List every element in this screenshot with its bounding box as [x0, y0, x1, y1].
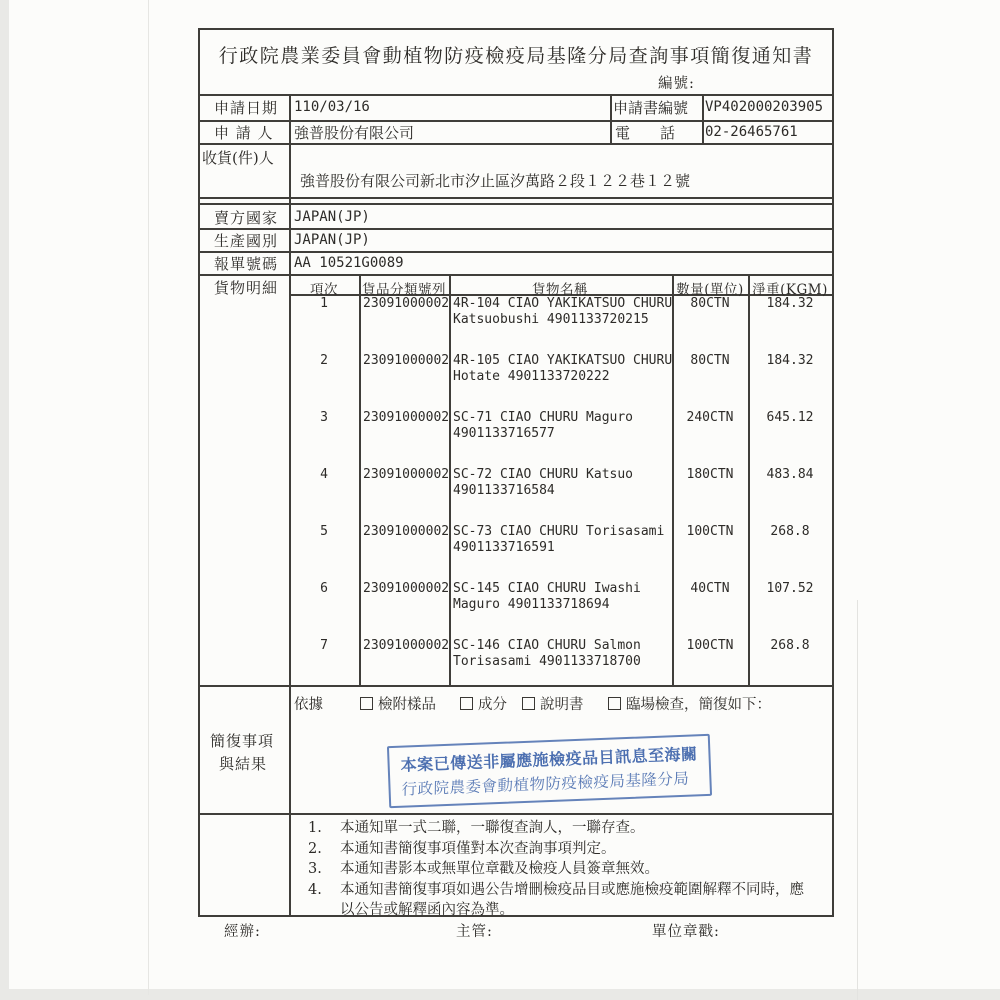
declaration-no-label: 報單號碼 — [214, 255, 279, 273]
table-border — [200, 251, 832, 253]
paper-fold-line-right — [857, 600, 858, 1000]
onsite-checkbox — [608, 697, 621, 710]
goods-row-no: 5 — [320, 524, 328, 539]
origin-country-value: JAPAN(JP) — [294, 232, 370, 248]
checkbox-onsite — [608, 693, 771, 714]
goods-section-label: 貨物明細 — [214, 279, 279, 297]
checkbox-ingredient — [460, 693, 507, 714]
goods-row-name-line1: SC-73 CIAO CHURU Torisasami — [453, 524, 665, 539]
table-border — [200, 685, 832, 687]
seller-country-value: JAPAN(JP) — [294, 209, 370, 225]
goods-row-code: 23091000002 — [363, 410, 450, 425]
table-border — [702, 94, 704, 143]
consignee-label: 收貨(件)人 — [202, 149, 274, 167]
goods-row-qty: 80CTN — [690, 353, 730, 368]
goods-row-name-line1: SC-71 CIAO CHURU Maguro — [453, 410, 634, 425]
reply-section-label-line1: 簡復事項 — [210, 732, 275, 750]
goods-row-qty: 240CTN — [686, 410, 734, 425]
goods-row-code: 23091000002 — [363, 524, 450, 539]
goods-row-net: 483.84 — [766, 467, 814, 482]
goods-row-qty: 40CTN — [690, 581, 730, 596]
ingredient-checkbox — [460, 697, 473, 710]
goods-row-net: 268.8 — [770, 638, 810, 653]
goods-row-net: 184.32 — [766, 353, 814, 368]
note-text: 本通知書簡復事項僅對本次查詢事項判定。 — [340, 840, 616, 857]
handler-label: 經辦: — [224, 924, 261, 940]
goods-row-code: 23091000002 — [363, 467, 450, 482]
goods-row-name-line2: Maguro 4901133718694 — [453, 597, 610, 612]
note-number: 2. — [308, 840, 322, 857]
checkbox-onsite-label: 臨場檢查，簡復如下： — [626, 697, 771, 713]
note-item — [308, 818, 813, 839]
unit-seal-label: 單位章戳: — [652, 924, 720, 940]
scan-edge-bottom — [0, 989, 1000, 1000]
paper-fold-line-left — [148, 0, 149, 995]
goods-row-qty: 180CTN — [686, 467, 734, 482]
table-border — [748, 274, 750, 685]
goods-row-name-line2: 4901133716584 — [453, 483, 555, 498]
checkbox-ingredient-label: 成分 — [478, 697, 507, 713]
checkbox-manual-label: 說明書 — [540, 697, 584, 713]
stamp-text-line2: 行政院農委會動植物防疫檢疫局基隆分局 — [401, 769, 690, 799]
goods-col-header-qty: 數量(單位) — [676, 282, 744, 298]
scan-edge-left — [0, 0, 9, 1000]
sample-checkbox — [360, 697, 373, 710]
goods-row-net: 184.32 — [766, 296, 814, 311]
application-no-label: 申請書編號 — [613, 99, 689, 117]
seller-country-label: 賣方國家 — [214, 209, 279, 227]
goods-col-header-name: 貨物名稱 — [532, 282, 588, 298]
checkbox-manual — [522, 693, 584, 714]
phone-label: 電 話 — [615, 124, 676, 142]
document-title: 行政院農業委員會動植物防疫檢疫局基隆分局查詢事項簡復通知書 — [218, 45, 814, 67]
manual-checkbox — [522, 697, 535, 710]
goods-row-net: 645.12 — [766, 410, 814, 425]
note-text: 本通知單一式二聯，一聯復查詢人，一聯存查。 — [340, 820, 645, 836]
table-border — [200, 274, 832, 276]
goods-row-name-line2: Katsuobushi 4901133720215 — [453, 312, 649, 327]
blue-official-stamp — [387, 734, 712, 808]
goods-row-code: 23091000002 — [363, 581, 450, 596]
goods-row-code: 23091000002 — [363, 638, 450, 653]
checkbox-sample — [360, 693, 436, 714]
goods-row-name-line1: 4R-105 CIAO YAKIKATSUO CHURU — [453, 353, 673, 368]
table-border — [449, 274, 451, 685]
goods-row-name-line2: Hotate 4901133720222 — [453, 369, 610, 384]
goods-row-name-line1: 4R-104 CIAO YAKIKATSUO CHURU — [453, 296, 673, 311]
table-border — [200, 94, 832, 96]
table-border — [200, 813, 832, 815]
goods-row-no: 3 — [320, 410, 328, 425]
goods-row-name-line2: Torisasami 4901133718700 — [453, 654, 641, 669]
supervisor-label: 主管: — [456, 924, 493, 940]
goods-col-header-code: 貨品分類號列 — [362, 282, 446, 298]
stamp-text-line1: 本案已傳送非屬應施檢疫品目訊息至海關 — [400, 744, 698, 775]
goods-row-qty: 80CTN — [690, 296, 730, 311]
goods-row-no: 6 — [320, 581, 328, 596]
applicant-value: 強普股份有限公司 — [294, 124, 415, 142]
goods-row-name-line2: 4901133716591 — [453, 540, 555, 555]
declaration-no-value: AA 10521G0089 — [294, 255, 404, 271]
reply-section-label-line2: 與結果 — [219, 755, 268, 773]
goods-row-net: 268.8 — [770, 524, 810, 539]
apply-date-label: 申請日期 — [214, 99, 279, 117]
notes-list — [308, 818, 813, 921]
application-no-value: VP402000203905 — [705, 99, 824, 115]
phone-value: 02-26465761 — [705, 124, 798, 140]
goods-row-code: 23091000002 — [363, 296, 450, 311]
checkbox-sample-label: 檢附樣品 — [378, 697, 436, 713]
goods-row-no: 7 — [320, 638, 328, 653]
goods-row-net: 107.52 — [766, 581, 814, 596]
table-border — [359, 274, 361, 685]
goods-row-qty: 100CTN — [686, 638, 734, 653]
basis-label: 依據 — [294, 697, 323, 713]
goods-col-header-net: 淨重(KGM) — [752, 282, 828, 298]
table-border — [200, 197, 832, 199]
note-text: 本通知書影本或無單位章戳及檢疫人員簽章無效。 — [340, 861, 659, 877]
goods-row-no: 4 — [320, 467, 328, 482]
table-border — [200, 143, 832, 145]
table-border — [289, 94, 291, 915]
form-table — [198, 28, 834, 917]
goods-row-name-line1: SC-145 CIAO CHURU Iwashi — [453, 581, 641, 596]
goods-row-name-line1: SC-72 CIAO CHURU Katsuo — [453, 467, 634, 482]
goods-row-qty: 100CTN — [686, 524, 734, 539]
note-number: 4. — [308, 881, 322, 898]
goods-col-header-no: 項次 — [310, 282, 338, 298]
goods-row-no: 1 — [320, 296, 328, 311]
table-border — [200, 203, 832, 205]
note-item — [308, 839, 813, 860]
apply-date-value: 110/03/16 — [294, 99, 370, 115]
goods-row-no: 2 — [320, 353, 328, 368]
table-border — [672, 274, 674, 685]
applicant-label: 申 請 人 — [214, 124, 274, 142]
note-item — [308, 880, 813, 921]
origin-country-label: 生產國別 — [214, 232, 279, 250]
table-border — [200, 228, 832, 230]
goods-row-name-line2: 4901133716577 — [453, 426, 555, 441]
goods-row-name-line1: SC-146 CIAO CHURU Salmon — [453, 638, 641, 653]
note-number: 3. — [308, 861, 322, 877]
table-border — [610, 94, 612, 143]
note-item — [308, 859, 813, 880]
serial-number-label: 編號: — [658, 76, 695, 92]
consignee-value: 強普股份有限公司新北市汐止區汐萬路２段１２２巷１２號 — [300, 172, 691, 190]
note-number: 1. — [308, 820, 322, 836]
note-text: 本通知書簡復事項如遇公告增刪檢疫品目或應施檢疫範圍解釋不同時，應以公告或解釋函內容為準。 — [340, 881, 804, 918]
goods-row-code: 23091000002 — [363, 353, 450, 368]
